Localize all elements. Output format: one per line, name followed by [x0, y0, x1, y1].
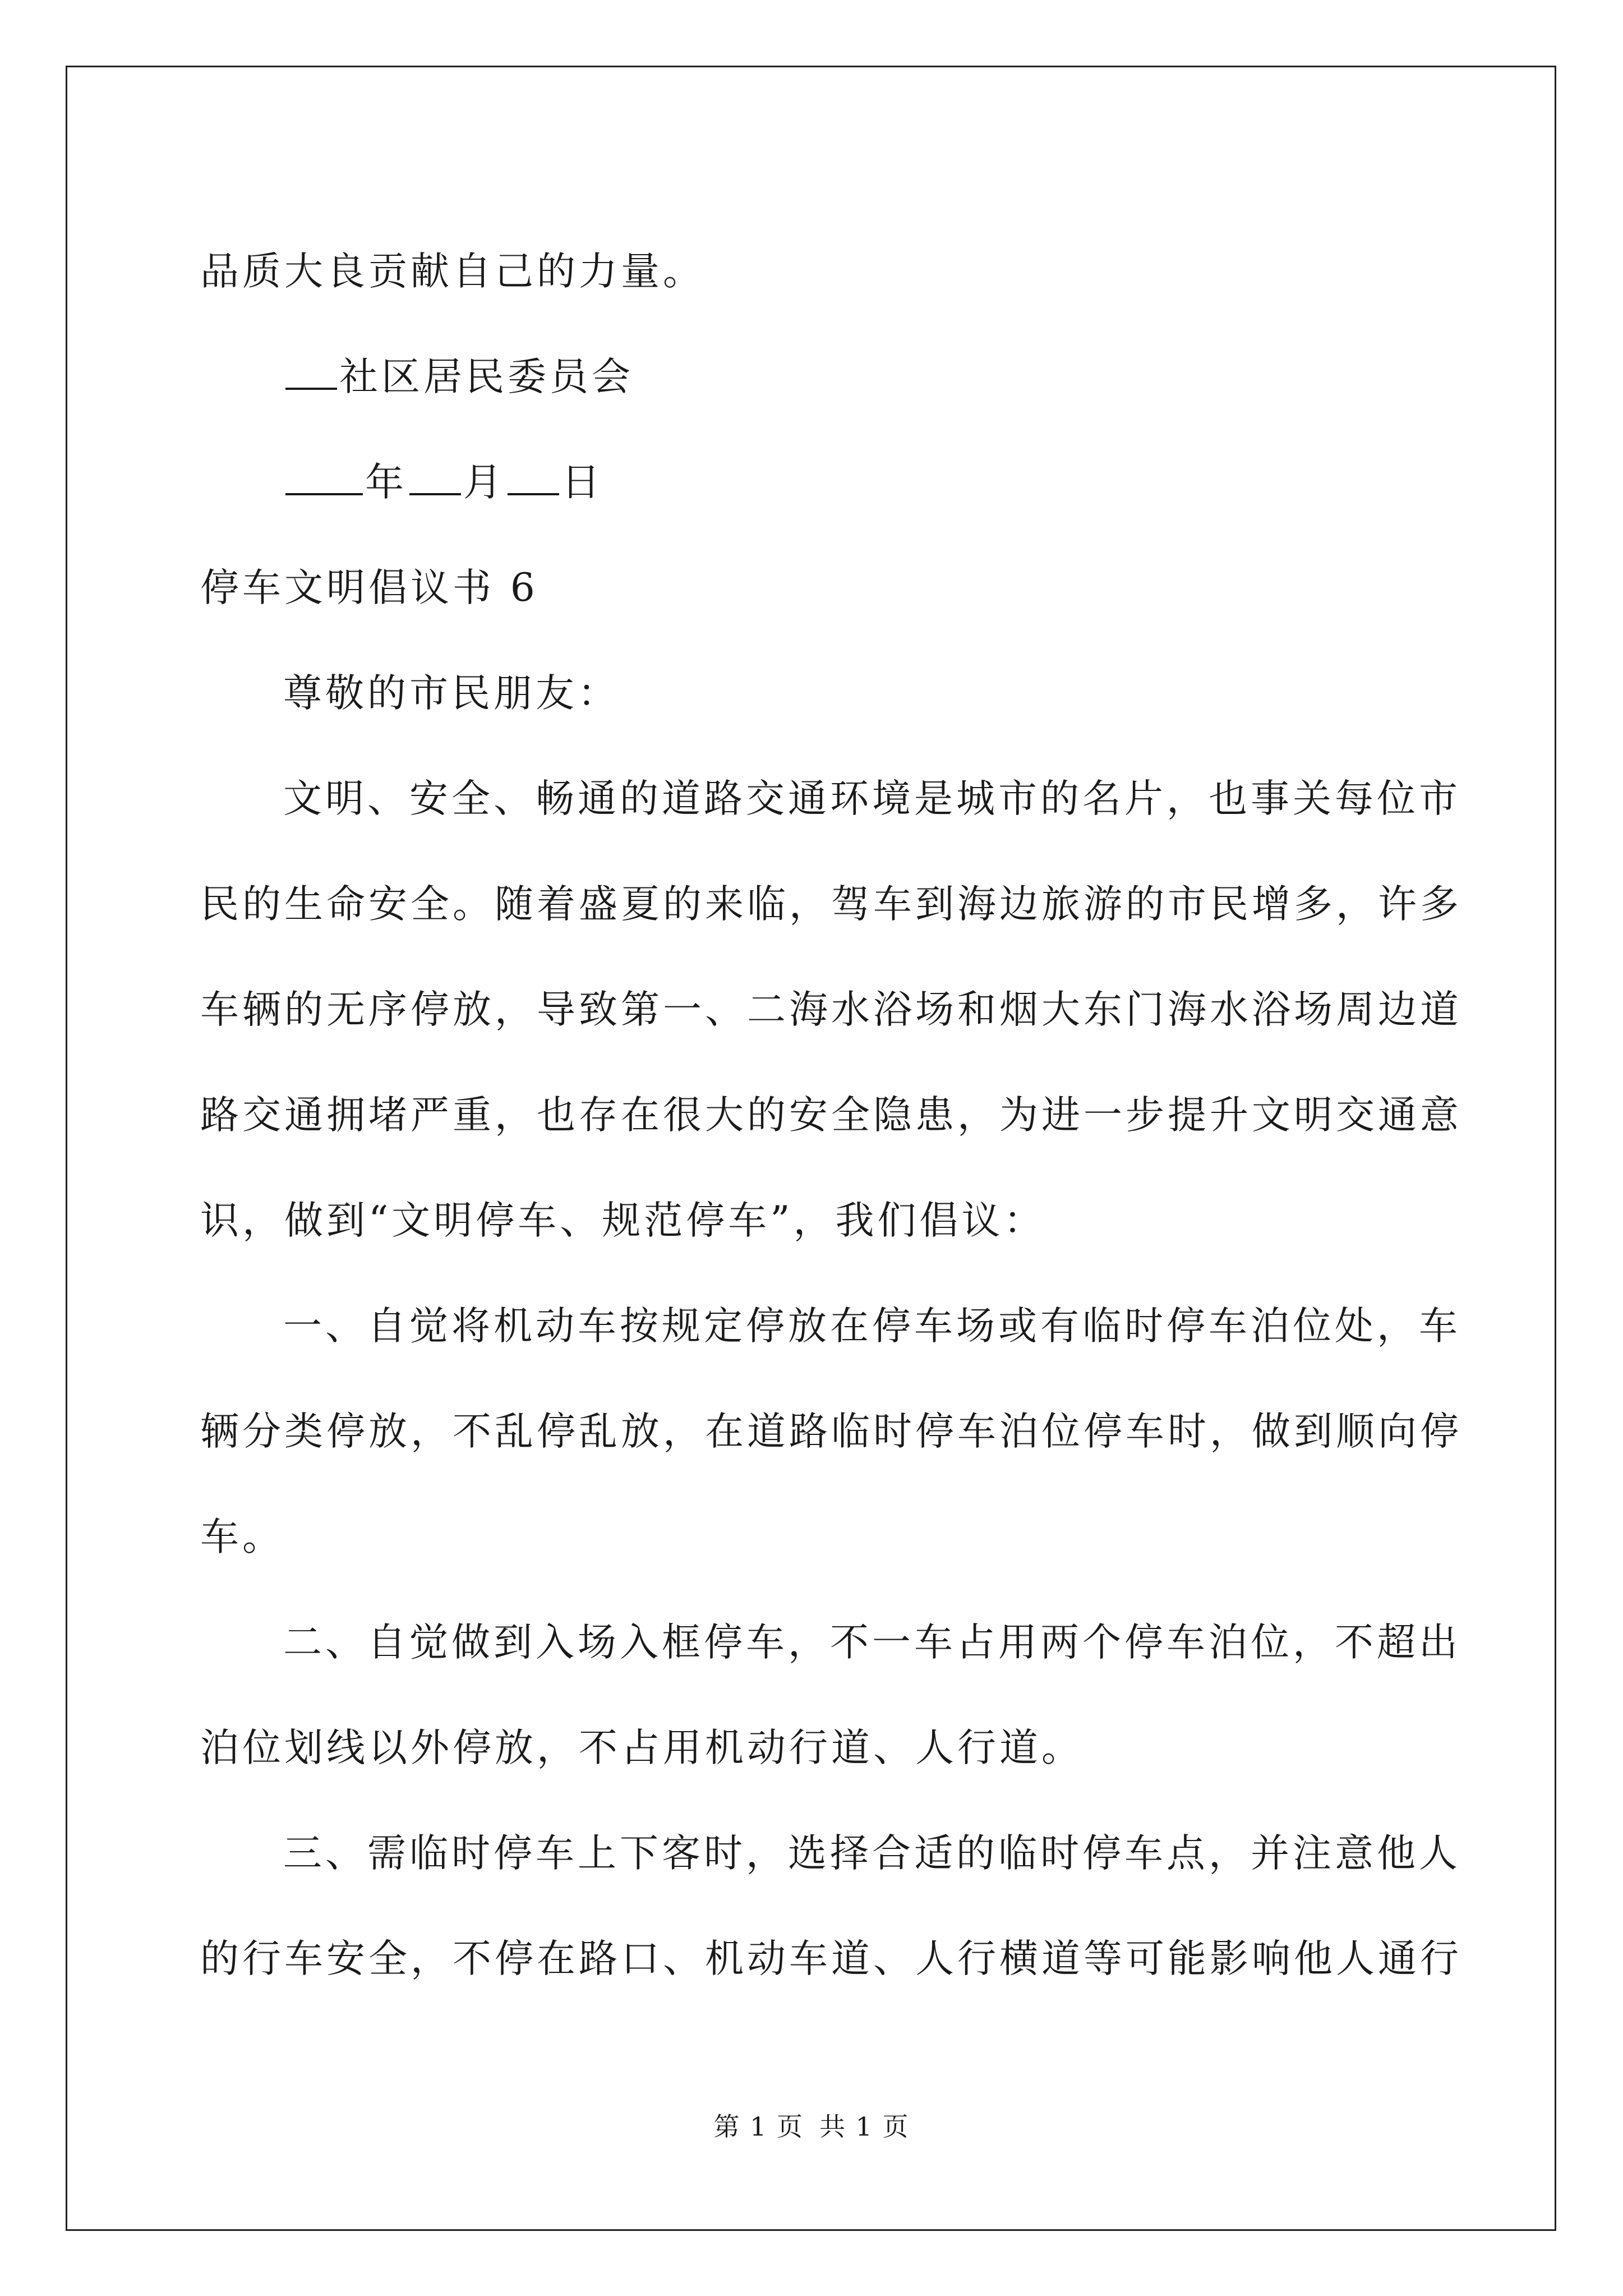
paragraph-line: 民的生命安全。随着盛夏的来临，驾车到海边旅游的市民增多，许多	[200, 882, 1462, 927]
paragraph-line: 辆分类停放，不乱停乱放，在道路临时停车泊位停车时，做到顺向停	[200, 1409, 1462, 1454]
date-year-label: 年	[365, 460, 407, 505]
paragraph-line: 品质大良贡献自己的力量。	[200, 249, 705, 294]
committee-name: 社区居民委员会	[339, 355, 634, 399]
paragraph-line: 车辆的无序停放，导致第一、二海水浴场和烟大东门海水浴场周边道	[200, 987, 1462, 1032]
blank-field	[508, 458, 559, 495]
paragraph-line: 路交通拥堵严重，也存在很大的安全隐患，为进一步提升文明交通意	[200, 1093, 1462, 1138]
date-month-label: 月	[463, 460, 505, 505]
section-title: 停车文明倡议书 6	[200, 565, 538, 610]
blank-field	[285, 353, 337, 390]
date-day-label: 日	[561, 460, 603, 505]
page-footer	[0, 2106, 1623, 2143]
paragraph-line: 一、自觉将机动车按规定停放在停车场或有临时停车泊位处，车	[283, 1304, 1461, 1349]
paragraph-line: 的行车安全，不停在路口、机动车道、人行横道等可能影响他人通行	[200, 1936, 1462, 1981]
page-total: 共 1 页	[819, 2111, 910, 2142]
paragraph-line: 三、需临时停车上下客时，选择合适的临时停车点，并注意他人	[283, 1831, 1461, 1876]
paragraph-line: 识，做到“文明停车、规范停车”，我们倡议：	[200, 1198, 1046, 1243]
signature-line	[200, 324, 1425, 430]
paragraph-line: 文明、安全、畅通的道路交通环境是城市的名片，也事关每位市	[283, 776, 1461, 821]
blank-field	[409, 458, 461, 495]
date-line	[200, 430, 1425, 535]
salutation: 尊敬的市民朋友：	[283, 671, 620, 716]
page-number: 第 1 页	[713, 2111, 804, 2142]
paragraph-line: 二、自觉做到入场入框停车，不一车占用两个停车泊位，不超出	[283, 1620, 1461, 1665]
document-body	[200, 219, 1462, 2012]
paragraph-line: 泊位划线以外停放，不占用机动行道、人行道。	[200, 1726, 1083, 1770]
paragraph-line: 车。	[200, 1515, 284, 1559]
blank-field	[285, 458, 363, 495]
